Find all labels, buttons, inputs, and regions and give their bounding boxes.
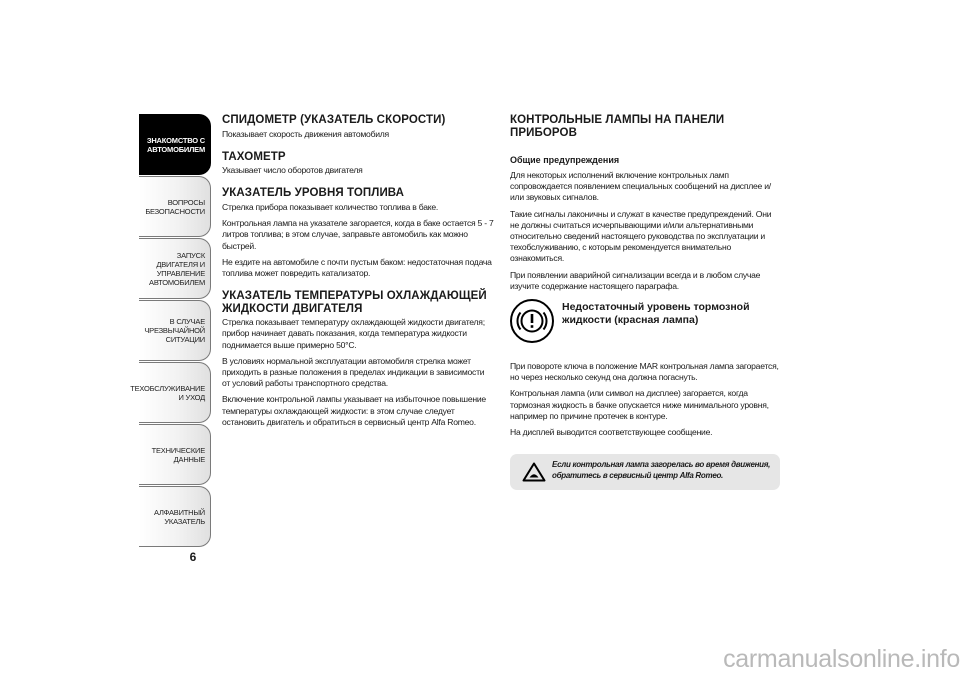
tab-label: ЗНАКОМСТВО С АВТОМОБИЛЕМ (146, 135, 205, 154)
tab-chapter-5[interactable] (130, 362, 211, 423)
tab-label: ВОПРОСЫ БЕЗОПАСНОСТИ (145, 197, 205, 216)
page-number: 6 (189, 550, 197, 564)
tab-chapter-6[interactable] (139, 424, 211, 485)
tab-chapter-2[interactable] (139, 176, 211, 237)
speedometer-heading: СПИДОМЕТР (УКАЗАТЕЛЬ СКОРОСТИ) (222, 114, 446, 126)
brake-fluid-warning (510, 297, 782, 355)
tab-label: ТЕХОБСЛУЖИВАНИЕ И УХОД (130, 383, 205, 402)
fuel-gauge-paragraph: Стрелка прибора показывает количество топлива в баке. (222, 201, 439, 212)
coolant-temp-paragraph: Стрелка показывает температуру охлаждающей жидкости двигателя; прибор начинает давать показания, когда температура жидкости поднимается выше примерно 50°C. (222, 317, 485, 350)
warning-triangle-icon (522, 462, 546, 482)
brake-fluid-heading: Недостаточный уровень тормозной жидкости (красная лампа) (562, 301, 750, 326)
speedometer-text: Показывает скорость движения автомобиля (222, 128, 389, 139)
tab-label: АЛФАВИТНЫЙ УКАЗАТЕЛЬ (154, 507, 205, 526)
fuel-gauge-paragraph: Контрольная лампа на указателе загорается, когда в баке остается 5 - 7 литров топлива; в этом случае, заправьте автомобиль как можно быстрей. (222, 218, 494, 251)
coolant-temp-heading: УКАЗАТЕЛЬ ТЕМПЕРАТУРЫ ОХЛАЖДАЮЩЕЙ ЖИДКОСТИ ДВИГАТЕЛЯ (222, 290, 487, 315)
fuel-gauge-paragraph: Не ездите на автомобиле с почти пустым баком: недостаточная подача топлива может повредить катализатор. (222, 256, 492, 278)
fuel-gauge-heading: УКАЗАТЕЛЬ УРОВНЯ ТОПЛИВА (222, 187, 405, 200)
tachometer-heading: ТАХОМЕТР (222, 150, 286, 163)
brake-fluid-paragraph: На дисплей выводится соответствующее сообщение. (510, 427, 713, 438)
tachometer-text: Указывает число оборотов двигателя (222, 165, 363, 176)
driving-note-box (510, 454, 780, 490)
general-warnings-paragraph: При появлении аварийной сигнализации всегда и в любом случае изучите содержание настоящего параграфа. (510, 269, 761, 291)
tab-chapter-7[interactable] (139, 486, 211, 547)
brake-fluid-paragraph: При повороте ключа в положение MAR контрольная лампа загорается, но через несколько секунд она должна погаснуть. (510, 361, 779, 383)
chapter-sidebar (130, 114, 211, 548)
left-column (222, 114, 494, 433)
right-column (510, 114, 782, 490)
tab-chapter-1[interactable] (139, 114, 211, 175)
general-warnings-paragraph: Такие сигналы лаконичны и служат в качестве предупреждений. Они не должны считаться исчерпывающими и/или альтернативными относительно сведений настоящего руководства по эксплуатации и техобслуживанию, с которым рекомендуется внимательно ознакомиться. (510, 208, 772, 264)
warning-lamps-heading: КОНТРОЛЬНЫЕ ЛАМПЫ НА ПАНЕЛИ ПРИБОРОВ (510, 114, 725, 139)
general-warnings-paragraph: Для некоторых исполнений включение контрольных ламп сопровождается появлением специальных сообщений на дисплее и/или звуковых сигналов. (510, 170, 771, 203)
tab-chapter-3[interactable] (139, 238, 211, 299)
tab-label: ЗАПУСК ДВИГАТЕЛЯ И УПРАВЛЕНИЕ АВТОМОБИЛЕМ (149, 250, 205, 287)
tab-label: В СЛУЧАЕ ЧРЕЗВЫЧАЙНОЙ СИТУАЦИИ (144, 317, 205, 344)
tab-chapter-4[interactable] (139, 300, 211, 361)
coolant-temp-paragraph: Включение контрольной лампы указывает на избыточное повышение температуры охлаждающей жидкости: в этом случае следует остановить двигатель и обратиться в сервисный центр Alfa Romeo. (222, 394, 486, 427)
note-text: Если контрольная лампа загорелась во время движения, обратитесь в сервисный центр Alfa Romeo. (552, 460, 771, 481)
brake-fluid-paragraph: Контрольная лампа (или символ на дисплее) загорается, когда тормозная жидкость в бачке опускается ниже минимального уровня, например по причине протечек в контуре. (510, 388, 769, 421)
general-warnings-heading: Общие предупреждения (510, 155, 620, 165)
tab-label: ТЕХНИЧЕСКИЕ ДАННЫЕ (151, 445, 205, 464)
coolant-temp-paragraph: В условиях нормальной эксплуатации автомобиля стрелка может приходить в разные положения в пределах индикации в зависимости от условий работы транспортного средства. (222, 355, 485, 389)
brake-warning-icon (510, 299, 554, 343)
site-watermark: carmanualsonline.info (723, 645, 960, 673)
